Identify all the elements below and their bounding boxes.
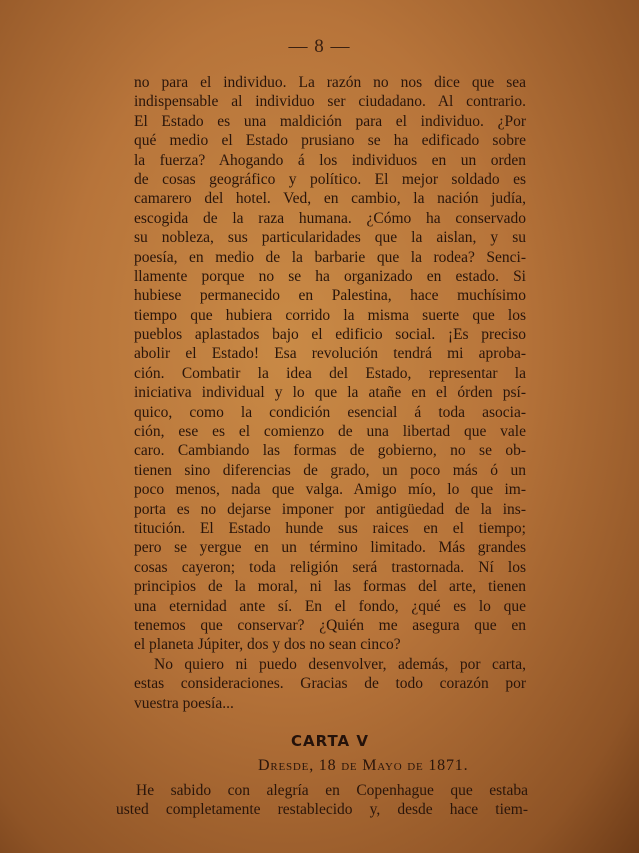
letter-heading: CARTA V: [290, 732, 369, 750]
text-line: el planeta Júpiter, dos y dos no sean cinco?: [134, 636, 401, 654]
letter-body: [134, 73, 526, 713]
text-line: estas consideraciones. Gracias de todo corazón por: [134, 675, 526, 693]
text-line: una eternidad ante sí. En el fondo, ¿qué es lo que: [134, 597, 526, 615]
text-line: caro. Cambiando las formas de gobierno, no se ob-: [134, 442, 526, 460]
text-line: su nobleza, sus particularidades que la aislan, y su: [134, 229, 526, 247]
text-line: llamente porque no se ha organizado en estado. Si: [134, 267, 526, 285]
text-line: titución. El Estado hunde sus raices en el tiempo;: [134, 519, 526, 537]
text-line: indispensable al individuo ser ciudadano. Al contrario.: [134, 93, 526, 111]
text-line: cosas cayeron; toda religión será trastornada. Ní los: [134, 558, 526, 576]
text-line: camarero del hotel. Ved, en cambio, la nación judía,: [134, 190, 526, 208]
text-line: ción. Combatir la idea del Estado, representar la: [134, 364, 526, 382]
text-line: principios de la moral, ni las formas del arte, tienen: [134, 578, 526, 596]
text-line: poesía, en medio de la barbarie que la rodea? Senci-: [134, 248, 526, 266]
text-line: escogida de la raza humana. ¿Cómo ha conservado: [134, 209, 526, 227]
text-line: hubiese permanecido en Palestina, hace muchísimo: [134, 287, 526, 305]
text-line: He sabido con alegría en Copenhague que estaba: [136, 782, 528, 799]
letter-dateline: [258, 757, 468, 775]
text-line: ción, ese es el comienzo de una libertad que vale: [134, 423, 526, 441]
text-line: qué medio el Estado prusiano se ha edificado sobre: [134, 132, 526, 150]
text-line: usted completamente restablecido y, desde hace tiem-: [116, 801, 528, 819]
text-line: tenemos que conservar? ¿Quién me asegura que en: [134, 616, 526, 634]
text-line: no para el individuo. La razón no nos dice que sea: [134, 74, 526, 91]
text-line: No quiero ni puedo desenvolver, además, por carta,: [154, 655, 526, 673]
text-line: El Estado es una maldición para el individuo. ¿Por: [134, 112, 526, 130]
text-line: porta es no dejarse imponer por antigüedad de la ins-: [134, 500, 526, 518]
text-line: abolir el Estado! Esa revolución tendrá mi aproba-: [134, 345, 526, 363]
text-line: tiempo que hubiera corrido la misma suerte que los: [134, 306, 526, 324]
text-line: tienen sino diferencias de grado, un poco más ó un: [134, 461, 526, 479]
text-line: vuestra poesía...: [134, 694, 234, 712]
text-line: iniciativa individual y lo que la atañe en el órden psí-: [134, 384, 526, 402]
text-line: pero se yergue en un término limitado. Más grandes: [134, 539, 526, 557]
text-line: la fuerza? Ahogando á los individuos en un orden: [134, 151, 526, 169]
text-line: de cosas geográfico y político. El mejor soldado es: [134, 170, 526, 188]
dateline-text: Dresde, 18 de Mayo de 1871.: [258, 757, 469, 774]
text-line: pueblos aplastados bajo el edificio social. ¡Es preciso: [134, 326, 526, 344]
text-line: poco menos, nada que valga. Amigo mío, lo que im-: [134, 481, 526, 499]
page-number: — 8 —: [288, 36, 351, 57]
letter-body-next: [116, 781, 528, 820]
text-line: quico, como la condición esencial á toda asocia-: [134, 403, 526, 421]
